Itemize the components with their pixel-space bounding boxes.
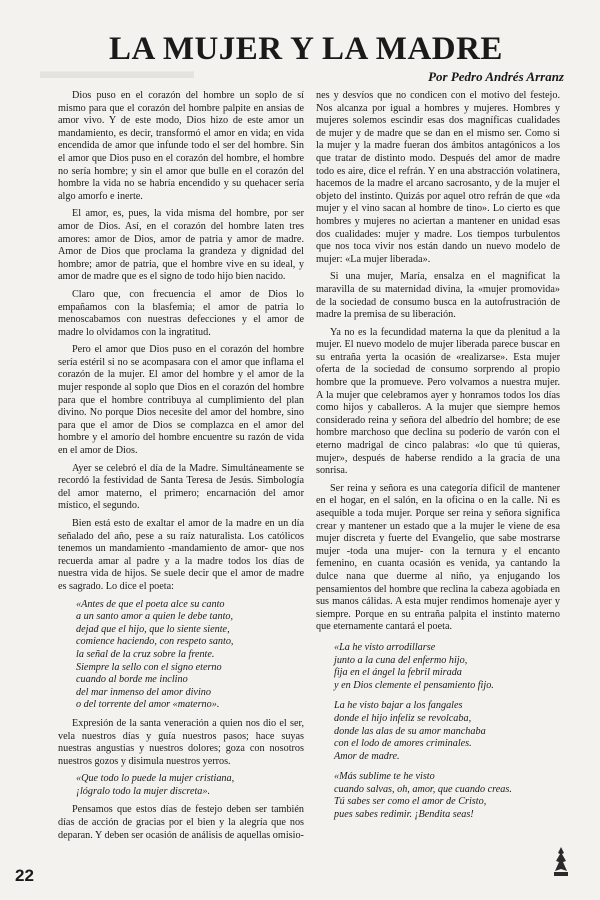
paragraph: Ser reina y señora es una categoría difícil de mantener en el hogar, en el salón, en la oficina o en la calle. Ni es asequible a toda mujer. Porque ser reina y señora significa crear y mantener un estado que a la mujer le viene de esa mujer discreta y fuerte del Evangelio, que sabe mostrarse mujer -toda una mujer- con la ternura y el encanto femenino, en cuanta ocasión es venida, ya cantando la dulce nana que duerme al niño, ya enjugando los pensamientos del hombre que reclina la cabeza agobiada en sus manos cálidas. A esta mujer rendimos homenaje ayer y siempre. Porque en su entraña palpita el instinto materno que eternamente cantará el poeta.: [316, 482, 560, 633]
poem-line: «La he visto arrodillarse: [334, 641, 436, 653]
poem-line: con el lodo de amores criminales.: [334, 738, 472, 750]
poem-line: dejad que el hijo, que lo siente siente,: [76, 623, 230, 635]
poem-line: ¡lógralo todo la mujer discreta».: [76, 785, 211, 797]
paragraph: Pensamos que estos días de festejo deben ser también días de acción de gracias por el bien y la alegría que nos deparan. Y deben ser ocasión de análisis de aquellas omisio-: [58, 804, 304, 841]
poem-stanza: [76, 599, 304, 712]
article-title: LA MUJER Y LA MADRE: [109, 31, 503, 67]
poem-line: del mar inmenso del amor divino: [76, 686, 211, 698]
poem-line: La he visto bajar a los fangales: [334, 700, 463, 712]
poem-line: Siempre la sello con el signo eterno: [76, 661, 222, 673]
poem-line: cuando al borde me inclino: [76, 674, 188, 686]
publication-emblem-icon: [550, 845, 572, 879]
poem-line: donde las alas de su amor manchaba: [334, 725, 486, 737]
paragraph: nes y desvíos que no condicen con el motivo del festejo. Nos alcanza por igual a hombres y mujeres. Hombres y mujeres solemos escindir esas dos magníficas cualidades de mujer y de madre que se dan en el mismo ser. Como si la mujer y la madre fueran dos ámbitos antagónicos a los que tratar de distinto modo. Después del amor de madre todo es aire, dice el refrán. Y en una abstracción volatinera, hacemos de la madre el arcano sacrosanto, y de la mujer el objeto del instinto. Quizás por aquel otro refrán de que «da mujer y el vino sacan al hombre de tino». Lo cierto es que hombres y mujeres no aciertan a mantener en unidad esas dos cualidades: mujer y madre. Los tiempos turbulentos que nos toca vivir nos están dando un nuevo modelo de mujer: «La mujer liberada».: [316, 90, 560, 265]
paragraph: Ayer se celebró el día de la Madre. Simultáneamente se recordó la festividad de Santa Teresa de Jesús. Simbología del amor materno, el primero; encarnación del amor místico, el segundo.: [58, 462, 304, 512]
stanza-gap: [334, 763, 560, 771]
paragraph: Ya no es la fecundidad materna la que da plenitud a la mujer. El nuevo modelo de mujer liberada parece buscar en su entraña yerta la ocasión de «realizarse». Esta mujer oferta de la sociedad de consumo sorprendo al propio hombre que la promueve. Pero volvamos a nuestra mujer. A la mujer que celebramos ayer y honramos todos los días como hijos y caballeros. A la mujer que siempre hemos considerado reina y señora del albedrío del hombre; de ese hombre marchoso que declina su poderío de varón con el eterno madrigal de cinco palabras: «lo que tú quieras, mujer», después de haberse rendido a la gracia de una sonrisa.: [316, 326, 560, 477]
poem-line: comience haciendo, con respeto santo,: [76, 636, 234, 648]
paragraph: Pero el amor que Dios puso en el corazón del hombre sería estéril si no se acompasara con el amor que inflama el corazón de la mujer. El amor del hombre y el amor de la mujer responde al soplo que Dios en el corazón del hombre para que el hombre contribuya al cumplimiento del plan divino. No porque Dios necesite del amor del hombre, sino para que el amor de Dios se complazca en el amor del hombre y el amorío del hombre encuentre su razón de vida en el amor de Dios.: [58, 344, 304, 457]
paragraph: Expresión de la santa veneración a quien nos dio el ser, vela nuestros días y guía nuestros pasos; hace suyas nuestras angustias y nuestros dolores; goza con nosotros nuestros gozos y disimula nuestros yerros.: [58, 717, 304, 767]
paragraph: El amor, es, pues, la vida misma del hombre, por ser amor de Dios. Así, en el corazón del hombre laten tres amores: amor de Dios, amor de patria y amor de madre. Amor de Dios que proclama la grandeza y dignidad del hombre; amor de patria, que el hombre vive en su ideal, y amor de madre que es el signo de todo hijo bien nacido.: [58, 208, 304, 283]
stanza-gap: [334, 692, 560, 700]
article-byline: Por Pedro Andrés Arranz: [428, 69, 564, 84]
poem-line: junto a la cuna del enfermo hijo,: [334, 654, 468, 666]
page-number: 22: [15, 866, 34, 885]
poem-line: a un santo amor a quien le debe tanto,: [76, 611, 234, 623]
paragraph: Si una mujer, María, ensalza en el magnificat la maravilla de su maternidad divina, la «mujer promovida» de la sociedad de consumo busca en la autofrustración de madre la premisa de su liberación.: [316, 271, 560, 321]
poem-line: o del torrente del amor «materno».: [76, 699, 220, 711]
poem-line: donde el hijo infeliz se revolcaba,: [334, 712, 472, 724]
poem-stanza: [334, 642, 560, 822]
left-column: [58, 90, 304, 847]
poem-line: la señal de la cruz sobre la frente.: [76, 648, 215, 660]
poem-line: «Que todo lo puede la mujer cristiana,: [76, 773, 235, 785]
poem-stanza: [76, 773, 304, 798]
paragraph: Claro que, con frecuencia el amor de Dios lo empañamos con la blasfemia; el amor de patria lo menoscabamos con nuestras defecciones y el amor de madre lo olvidamos con la ingratitud.: [58, 288, 304, 338]
paragraph: Bien está esto de exaltar el amor de la madre en un día señalado del año, pese a su raíz naturalista. Los católicos tenemos un mandamiento -mandamiento de amor- que nos recuerda amar al padre y a la madre todos los días de nuestra vida de hijos. Se suele decir que el amor de madre es sagrado. Lo dice el poeta:: [58, 518, 304, 592]
show-through-text: ▬▬▬▬▬▬▬: [40, 58, 194, 83]
poem-line: fija en el ángel la febril mirada: [334, 667, 462, 679]
poem-line: Tú sabes ser como el amor de Cristo,: [334, 796, 487, 808]
paragraph: Dios puso en el corazón del hombre un soplo de sí mismo para que el corazón del hombre palpite en ansias de amor vivo. Y de este modo, Dios hizo de este amor un mandamiento, es decir, transformó el amor en vida; en vida encendida de amor que infunde todo el ser del hombre. Sin el amor que Dios puso en el corazón del hombre, el hombre no sería hombre; y sin el amor que bulle en el corazón del hombre la vida no se habría encendido y su quehacer sería algo amorfo e inerte.: [58, 90, 304, 202]
poem-line: Amor de madre.: [334, 750, 400, 762]
poem-line: «Más sublime te he visto: [334, 771, 435, 783]
poem-line: pues sabes redimir. ¡Bendita seas!: [334, 809, 474, 821]
right-column: [316, 90, 560, 828]
poem-line: «Antes de que el poeta alce su canto: [76, 598, 225, 610]
poem-line: y en Dios clemente el pensamiento fijo.: [334, 679, 494, 691]
poem-line: cuando salvas, oh, amor, que cuando creas.: [334, 783, 512, 795]
